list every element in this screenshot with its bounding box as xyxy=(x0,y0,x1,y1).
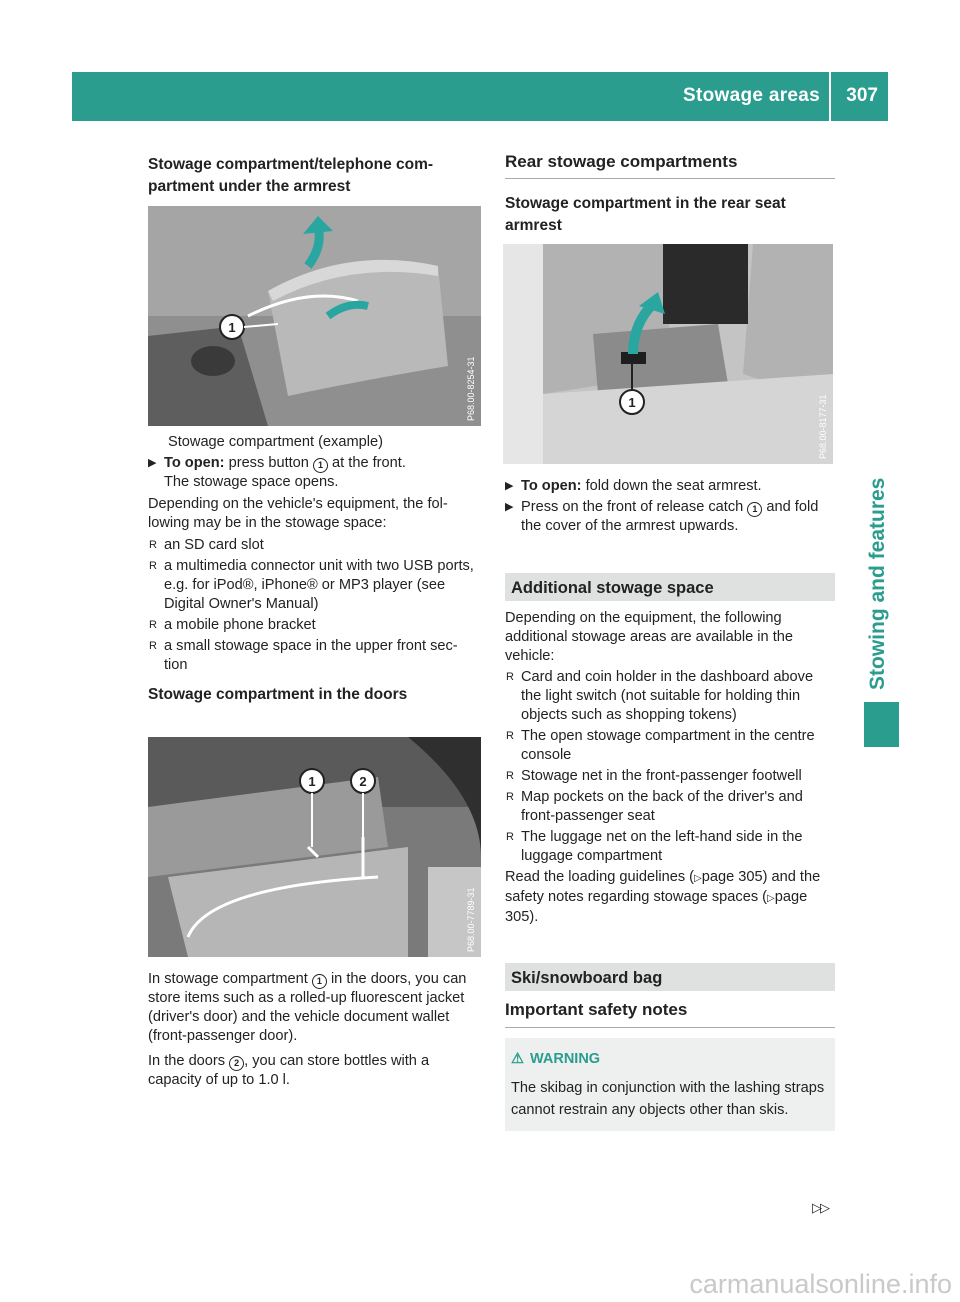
paragraph: Depending on the vehicle's equipment, the fol- lowing may be in the stowage space: xyxy=(148,496,448,531)
callout-1: 1 xyxy=(228,320,236,335)
list-item: R a small stowage space in the upper front sec- tion xyxy=(149,638,458,673)
callout-1-icon: 1 xyxy=(313,458,328,473)
warning-icon: ⚠ xyxy=(511,1051,524,1067)
list-item: R Card and coin holder in the dashboard above the light switch (not suitable for holding thin objects such as shopping tokens) xyxy=(506,669,814,723)
paragraph: Read the loading guidelines (▷page 305) and the safety notes regarding stowage spaces (▷page 305). xyxy=(505,869,821,925)
step-arrow-icon: ▶ xyxy=(505,480,514,492)
callout-2-icon: 2 xyxy=(229,1056,244,1071)
figure-rear-armrest xyxy=(503,244,833,464)
list-item: R Map pockets on the back of the driver's and front-passenger seat xyxy=(506,789,803,824)
heading-safety-notes: Important safety notes xyxy=(505,1000,688,1019)
callout-1-icon: 1 xyxy=(747,502,762,517)
header-divider xyxy=(829,72,831,121)
section-band xyxy=(505,573,835,601)
side-tab-marker xyxy=(864,702,899,747)
warning-text: The skibag in conjunction with the lashing straps cannot restrain any objects other than skis. xyxy=(511,1080,825,1118)
page-header xyxy=(72,72,888,121)
figure-caption: Stowage compartment (example) xyxy=(168,434,383,450)
left-column xyxy=(148,154,481,198)
figure-code: P68.00-8177-31 xyxy=(818,394,828,459)
step-text: press button xyxy=(228,455,309,471)
watermark: carmanualsonline.info xyxy=(689,1269,952,1299)
side-tab-label: Stowing and features xyxy=(866,477,889,690)
paragraph: In stowage compartment 1 in the doors, you can store items such as a rolled-up fluorescent jacket (driver's door) and the vehicle document wallet (front-passenger door). xyxy=(148,971,467,1044)
right-column xyxy=(505,151,835,237)
callout-1-icon: 1 xyxy=(312,974,327,989)
section-title: Stowage areas xyxy=(683,85,820,106)
warning-header: ⚠ WARNING xyxy=(511,1051,601,1067)
list-item: R The luggage net on the left-hand side in the luggage compartment xyxy=(506,829,803,864)
section-band xyxy=(505,963,835,991)
list-item: R a mobile phone bracket xyxy=(149,617,316,633)
list-item: R an SD card slot xyxy=(149,537,264,553)
step-arrow-icon: ▶ xyxy=(148,457,157,469)
heading-armrest-compartment: Stowage compartment/telephone com- partment under the armrest xyxy=(148,156,434,195)
heading-ski-bag: Ski/snowboard bag xyxy=(511,969,663,987)
callout-1: 1 xyxy=(308,774,316,789)
step-open xyxy=(148,454,481,492)
figure-door xyxy=(148,737,481,957)
step-result: The stowage space opens. xyxy=(164,474,339,490)
figure-armrest xyxy=(148,206,481,426)
list-item: R a multimedia connector unit with two USB ports, e.g. for iPod®, iPhone® or MP3 player (see Digital Owner's Manual) xyxy=(149,558,474,612)
heading-door-compartment: Stowage compartment in the doors xyxy=(148,686,408,703)
figure-code: P68.00-7789-31 xyxy=(466,887,476,952)
step-arrow-icon: ▶ xyxy=(505,501,514,513)
left-text-block-1 xyxy=(148,433,481,706)
page-ref-arrow-icon: ▷ xyxy=(694,873,702,884)
paragraph: In the doors 2 , you can store bottles with a capacity of up to 1.0 l. xyxy=(148,1053,430,1088)
list-item: R Stowage net in the front-passenger footwell xyxy=(506,768,802,784)
heading-rear-armrest: Stowage compartment in the rear seat armrest xyxy=(505,195,786,234)
warning-box xyxy=(505,1038,835,1131)
step-open: ▶ To open: fold down the seat armrest. xyxy=(505,478,762,494)
page-number: 307 xyxy=(846,85,878,106)
step-label: To open: xyxy=(164,455,225,471)
page-ref-arrow-icon: ▷ xyxy=(767,893,775,904)
heading-additional-stowage: Additional stowage space xyxy=(511,579,714,597)
right-text-block xyxy=(505,477,835,1131)
callout-2: 2 xyxy=(359,774,367,789)
step-text: at the front. xyxy=(332,455,406,471)
continue-icon: ▷▷ xyxy=(812,1200,828,1215)
paragraph: Depending on the equipment, the following additional stowage areas are available in the vehicle: xyxy=(505,610,794,664)
step-press: ▶ Press on the front of release catch 1 and fold the cover of the armrest upwards. xyxy=(505,499,819,534)
list-item: R The open stowage compartment in the centre console xyxy=(506,728,815,763)
callout-1: 1 xyxy=(628,395,636,410)
heading-rear-stowage: Rear stowage compartments xyxy=(505,152,738,171)
left-text-block-2 xyxy=(148,970,481,1090)
figure-code: P68.00-8254-31 xyxy=(466,356,476,421)
